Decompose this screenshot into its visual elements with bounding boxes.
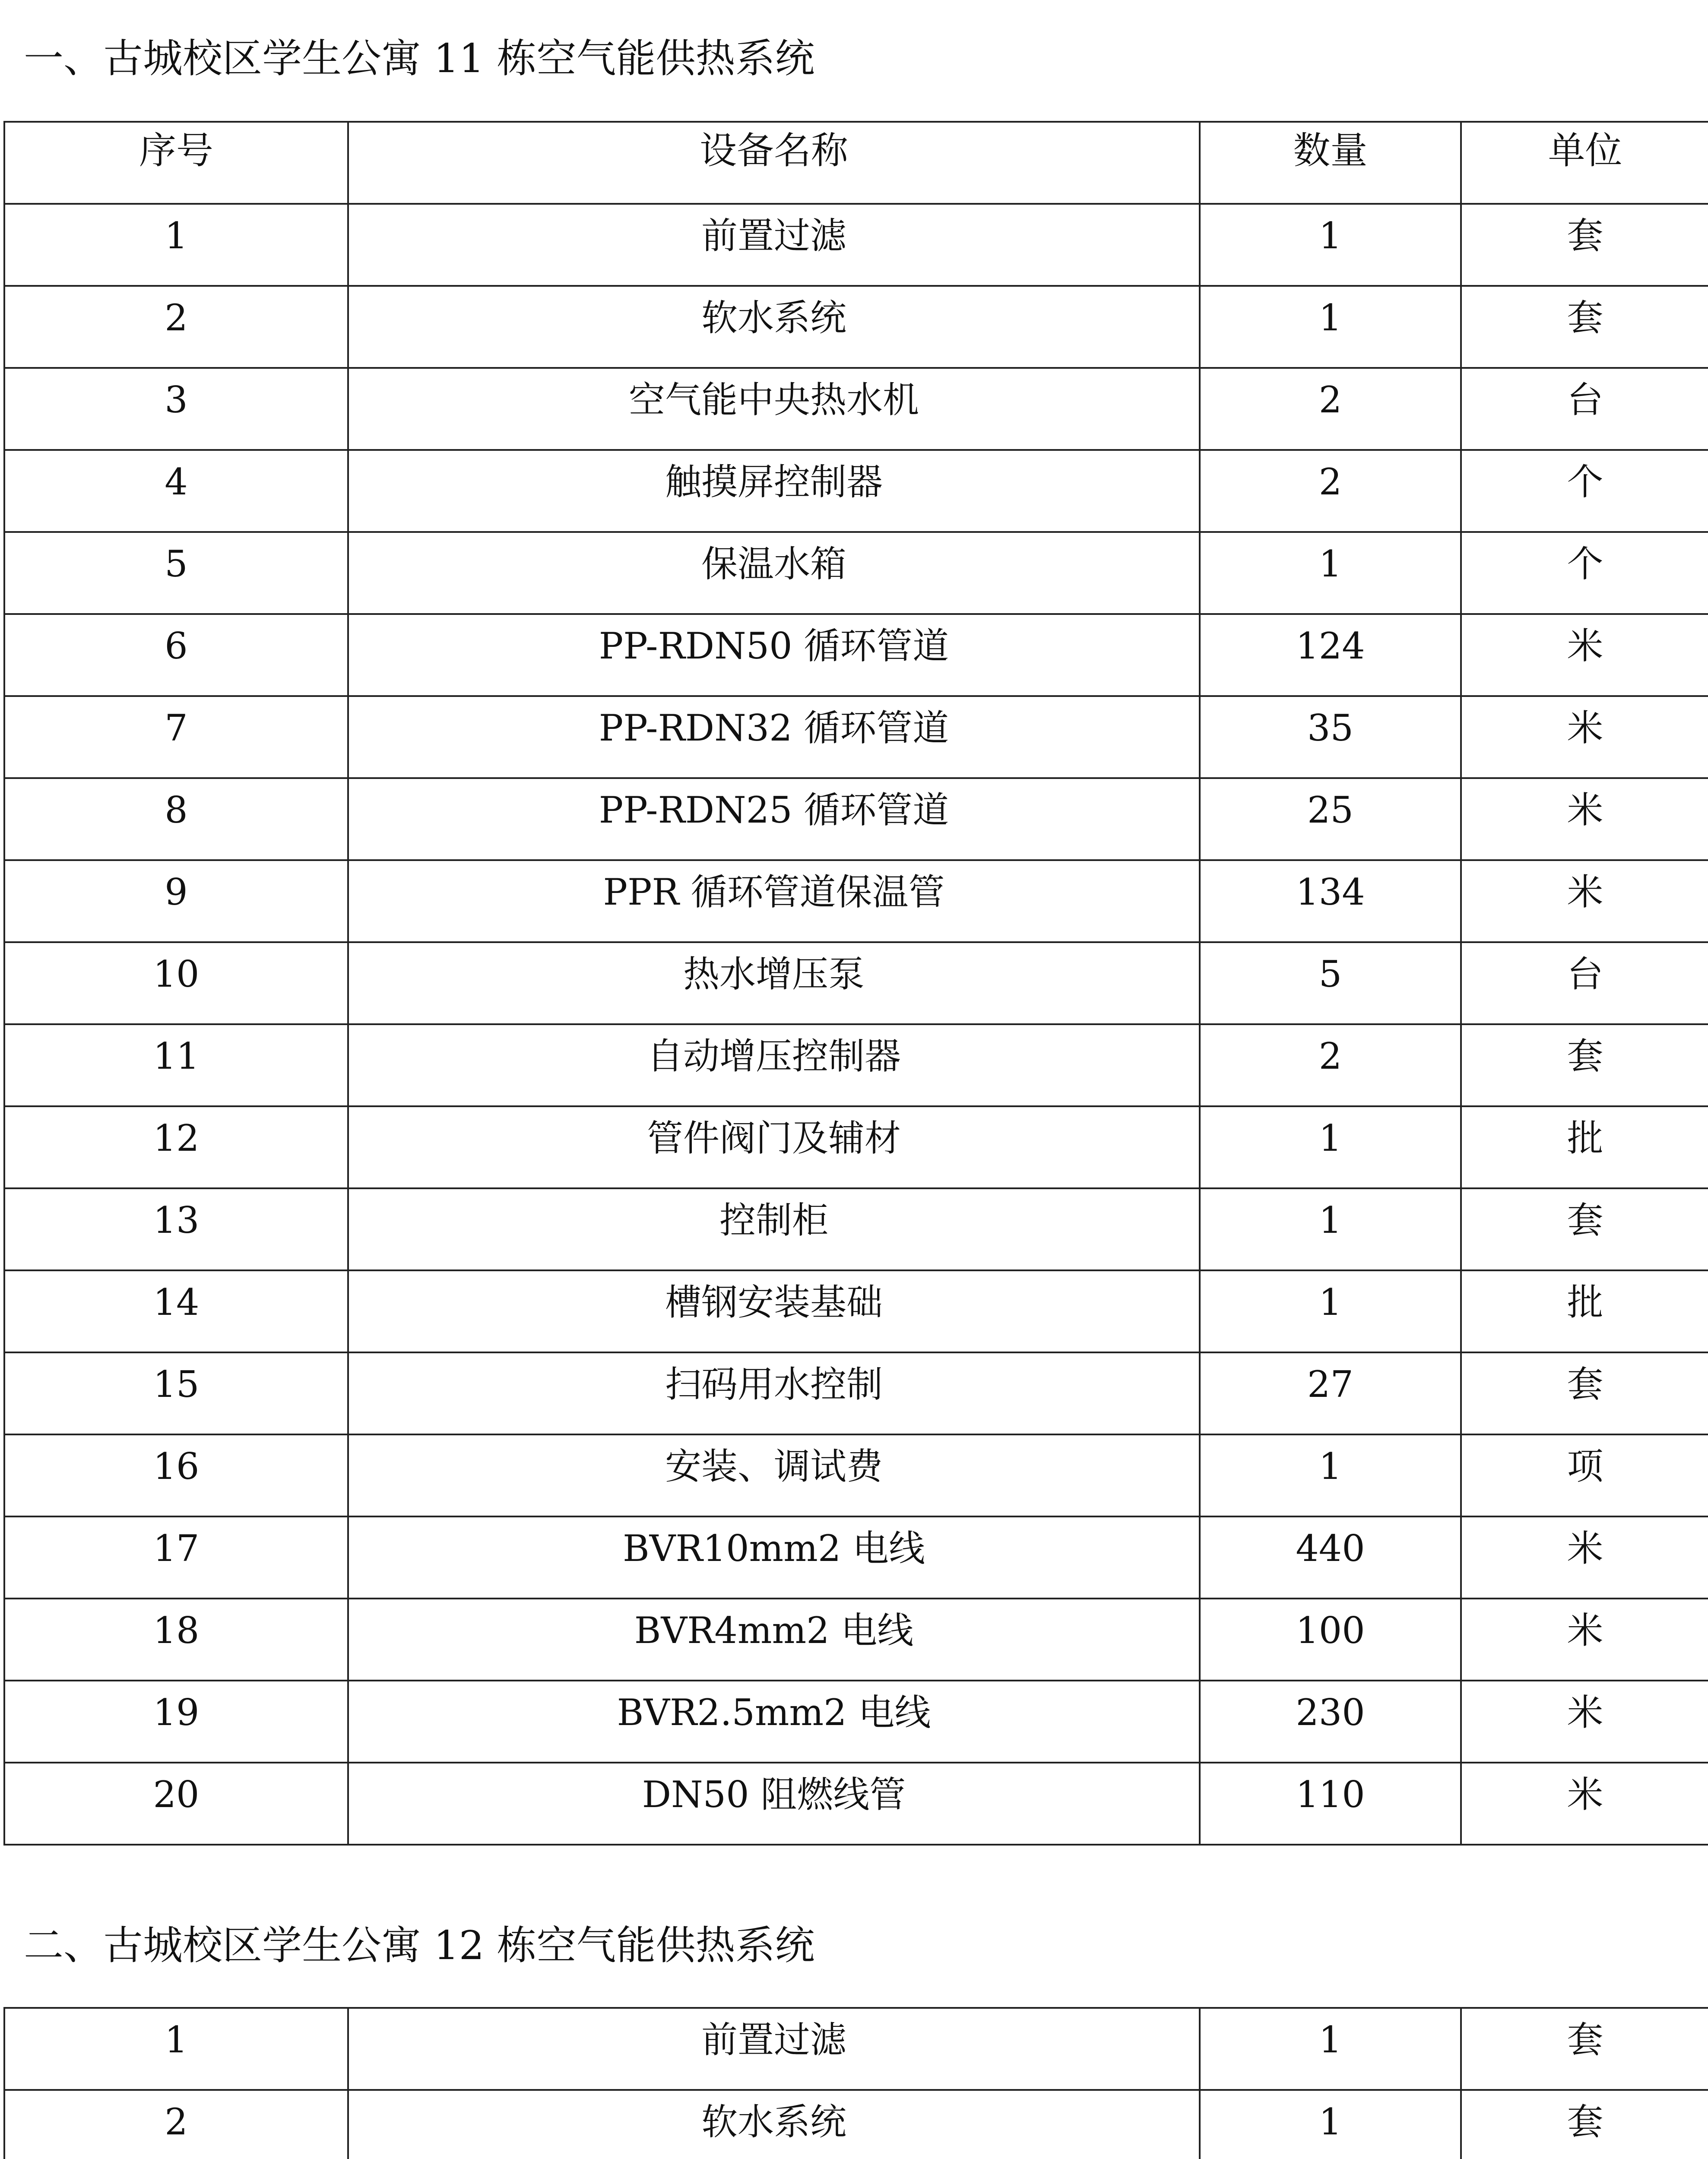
- cell-equipment-name: PP-RDN25 循环管道: [348, 778, 1200, 860]
- cell-equipment-name: 槽钢安装基础: [348, 1270, 1200, 1352]
- cell-equipment-name: DN50 阻燃线管: [348, 1763, 1200, 1845]
- cell-unit: 套: [1461, 2090, 1708, 2159]
- cell-index: 17: [4, 1516, 348, 1599]
- cell-index: 13: [4, 1188, 348, 1270]
- table-row: [4, 696, 1708, 778]
- table-row: [4, 1599, 1708, 1681]
- table-row: [4, 778, 1708, 860]
- table-row: [4, 532, 1708, 614]
- cell-quantity: 1: [1200, 2090, 1461, 2159]
- table-row: [4, 450, 1708, 532]
- table-row: [4, 1516, 1708, 1599]
- cell-quantity: 1: [1200, 204, 1461, 286]
- cell-unit: 米: [1461, 696, 1708, 778]
- cell-equipment-name: 软水系统: [348, 286, 1200, 368]
- cell-index: 7: [4, 696, 348, 778]
- cell-unit: 套: [1461, 1352, 1708, 1434]
- cell-unit: 个: [1461, 532, 1708, 614]
- cell-index: 12: [4, 1106, 348, 1188]
- cell-quantity: 2: [1200, 1024, 1461, 1106]
- cell-index: 20: [4, 1763, 348, 1845]
- cell-index: 2: [4, 286, 348, 368]
- cell-equipment-name: 扫码用水控制: [348, 1352, 1200, 1434]
- cell-index: 3: [4, 368, 348, 450]
- cell-unit: 套: [1461, 204, 1708, 286]
- cell-equipment-name: 前置过滤: [348, 204, 1200, 286]
- table-row: [4, 1106, 1708, 1188]
- cell-equipment-name: 安装、调试费: [348, 1434, 1200, 1516]
- cell-quantity: 1: [1200, 286, 1461, 368]
- cell-unit: 台: [1461, 368, 1708, 450]
- table-row: [4, 1188, 1708, 1270]
- cell-quantity: 1: [1200, 1434, 1461, 1516]
- cell-quantity: 110: [1200, 1763, 1461, 1845]
- cell-unit: 套: [1461, 2008, 1708, 2090]
- cell-unit: 批: [1461, 1106, 1708, 1188]
- table-header-row: [4, 122, 1708, 204]
- cell-equipment-name: 自动增压控制器: [348, 1024, 1200, 1106]
- cell-index: 11: [4, 1024, 348, 1106]
- cell-quantity: 35: [1200, 696, 1461, 778]
- table-row: [4, 286, 1708, 368]
- cell-equipment-name: PPR 循环管道保温管: [348, 860, 1200, 942]
- cell-index: 6: [4, 614, 348, 696]
- cell-equipment-name: BVR4mm2 电线: [348, 1599, 1200, 1681]
- cell-quantity: 5: [1200, 942, 1461, 1024]
- cell-index: 16: [4, 1434, 348, 1516]
- table-row: [4, 1352, 1708, 1434]
- cell-index: 2: [4, 2090, 348, 2159]
- cell-unit: 台: [1461, 942, 1708, 1024]
- cell-equipment-name: 控制柜: [348, 1188, 1200, 1270]
- cell-index: 19: [4, 1681, 348, 1763]
- cell-quantity: 2: [1200, 368, 1461, 450]
- section-2-title: 二、古城校区学生公寓 12 栋空气能供热系统: [24, 1922, 815, 1969]
- table-row: [4, 1763, 1708, 1845]
- cell-quantity: 100: [1200, 1599, 1461, 1681]
- cell-index: 1: [4, 2008, 348, 2090]
- cell-quantity: 134: [1200, 860, 1461, 942]
- cell-equipment-name: BVR10mm2 电线: [348, 1516, 1200, 1599]
- table-row: [4, 2008, 1708, 2090]
- cell-index: 5: [4, 532, 348, 614]
- equipment-table-building-11: [3, 121, 1708, 1846]
- table-row: [4, 1681, 1708, 1763]
- header-unit: 单位: [1461, 122, 1708, 204]
- cell-unit: 米: [1461, 1681, 1708, 1763]
- cell-quantity: 1: [1200, 1270, 1461, 1352]
- cell-unit: 个: [1461, 450, 1708, 532]
- cell-equipment-name: 空气能中央热水机: [348, 368, 1200, 450]
- cell-equipment-name: 软水系统: [348, 2090, 1200, 2159]
- cell-unit: 米: [1461, 778, 1708, 860]
- table-row: [4, 2090, 1708, 2159]
- cell-unit: 米: [1461, 1763, 1708, 1845]
- table-row: [4, 204, 1708, 286]
- cell-equipment-name: 管件阀门及辅材: [348, 1106, 1200, 1188]
- equipment-table-building-12: [3, 2007, 1708, 2159]
- cell-index: 18: [4, 1599, 348, 1681]
- cell-unit: 米: [1461, 1599, 1708, 1681]
- cell-quantity: 1: [1200, 2008, 1461, 2090]
- cell-quantity: 230: [1200, 1681, 1461, 1763]
- cell-unit: 项: [1461, 1434, 1708, 1516]
- cell-index: 8: [4, 778, 348, 860]
- header-index: 序号: [4, 122, 348, 204]
- cell-equipment-name: 触摸屏控制器: [348, 450, 1200, 532]
- header-quantity: 数量: [1200, 122, 1461, 204]
- cell-index: 1: [4, 204, 348, 286]
- table-row: [4, 1434, 1708, 1516]
- cell-index: 4: [4, 450, 348, 532]
- table-row: [4, 860, 1708, 942]
- cell-quantity: 1: [1200, 532, 1461, 614]
- cell-index: 15: [4, 1352, 348, 1434]
- cell-unit: 套: [1461, 1188, 1708, 1270]
- table-row: [4, 942, 1708, 1024]
- cell-unit: 米: [1461, 860, 1708, 942]
- table-row: [4, 614, 1708, 696]
- cell-unit: 套: [1461, 286, 1708, 368]
- cell-unit: 米: [1461, 614, 1708, 696]
- cell-quantity: 1: [1200, 1106, 1461, 1188]
- equipment-table-body: [4, 122, 1708, 1845]
- cell-quantity: 27: [1200, 1352, 1461, 1434]
- table-row: [4, 1270, 1708, 1352]
- cell-equipment-name: 前置过滤: [348, 2008, 1200, 2090]
- cell-unit: 米: [1461, 1516, 1708, 1599]
- cell-quantity: 440: [1200, 1516, 1461, 1599]
- cell-unit: 套: [1461, 1024, 1708, 1106]
- cell-equipment-name: 保温水箱: [348, 532, 1200, 614]
- cell-unit: 批: [1461, 1270, 1708, 1352]
- cell-quantity: 25: [1200, 778, 1461, 860]
- cell-equipment-name: 热水增压泵: [348, 942, 1200, 1024]
- cell-quantity: 124: [1200, 614, 1461, 696]
- cell-equipment-name: BVR2.5mm2 电线: [348, 1681, 1200, 1763]
- cell-index: 14: [4, 1270, 348, 1352]
- cell-index: 9: [4, 860, 348, 942]
- header-equipment-name: 设备名称: [348, 122, 1200, 204]
- cell-quantity: 2: [1200, 450, 1461, 532]
- section-1-title: 一、古城校区学生公寓 11 栋空气能供热系统: [24, 35, 815, 82]
- equipment-table-body: [4, 2008, 1708, 2159]
- table-row: [4, 1024, 1708, 1106]
- cell-equipment-name: PP-RDN50 循环管道: [348, 614, 1200, 696]
- cell-index: 10: [4, 942, 348, 1024]
- cell-quantity: 1: [1200, 1188, 1461, 1270]
- cell-equipment-name: PP-RDN32 循环管道: [348, 696, 1200, 778]
- table-row: [4, 368, 1708, 450]
